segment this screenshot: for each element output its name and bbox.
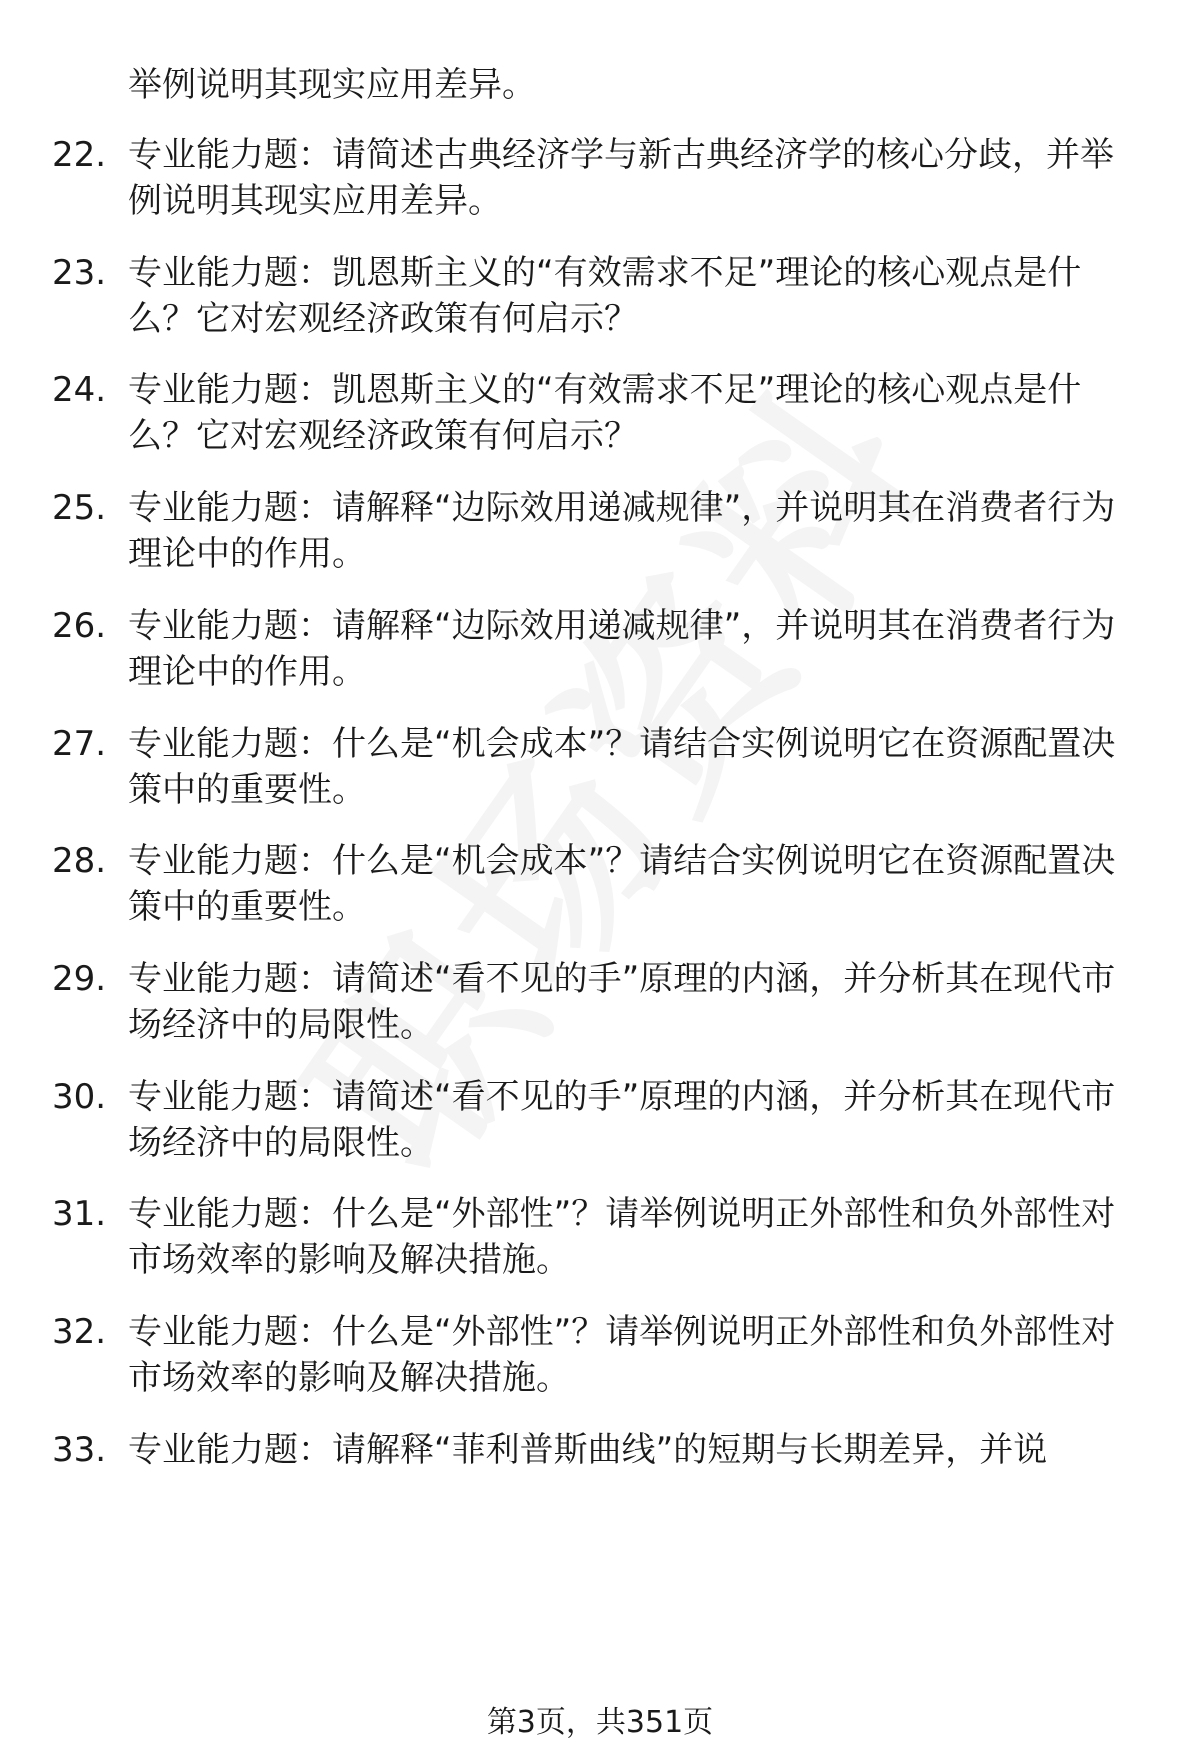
- question-number: 24.: [52, 370, 107, 410]
- question-text: 专业能力题：请简述古典经济学与新古典经济学的核心分歧，并举例说明其现实应用差异。: [128, 135, 1114, 221]
- question-number: 27.: [52, 724, 107, 764]
- question-number: 29.: [52, 959, 107, 999]
- question-number: 26.: [52, 606, 107, 646]
- continuation-text: 举例说明其现实应用差异。: [128, 65, 536, 105]
- question-text: 专业能力题：什么是“外部性”？请举例说明正外部性和负外部性对市场效率的影响及解决措施。: [128, 1312, 1116, 1398]
- page-footer: 第3页，共351页: [486, 1705, 714, 1740]
- question-text: 专业能力题：请解释“边际效用递减规律”，并说明其在消费者行为理论中的作用。: [128, 606, 1116, 692]
- question-text: 专业能力题：凯恩斯主义的“有效需求不足”理论的核心观点是什么？它对宏观经济政策有何启示？: [128, 370, 1082, 456]
- question-text: 专业能力题：请简述“看不见的手”原理的内涵，并分析其在现代市场经济中的局限性。: [128, 1077, 1116, 1163]
- question-text: 专业能力题：什么是“机会成本”？请结合实例说明它在资源配置决策中的重要性。: [128, 724, 1116, 810]
- question-text: 专业能力题：请解释“菲利普斯曲线”的短期与长期差异，并说: [128, 1430, 1048, 1470]
- question-text: 专业能力题：什么是“外部性”？请举例说明正外部性和负外部性对市场效率的影响及解决措施。: [128, 1194, 1116, 1280]
- question-number: 33.: [52, 1430, 107, 1470]
- question-text: 专业能力题：请解释“边际效用递减规律”，并说明其在消费者行为理论中的作用。: [128, 488, 1116, 574]
- question-text: 专业能力题：凯恩斯主义的“有效需求不足”理论的核心观点是什么？它对宏观经济政策有何启示？: [128, 253, 1082, 339]
- question-number: 28.: [52, 841, 107, 881]
- question-text: 专业能力题：什么是“机会成本”？请结合实例说明它在资源配置决策中的重要性。: [128, 841, 1116, 927]
- question-number: 25.: [52, 488, 107, 528]
- question-number: 23.: [52, 253, 107, 293]
- question-number: 32.: [52, 1312, 107, 1352]
- question-number: 31.: [52, 1194, 107, 1234]
- question-number: 22.: [52, 135, 107, 175]
- question-number: 30.: [52, 1077, 107, 1117]
- question-text: 专业能力题：请简述“看不见的手”原理的内涵，并分析其在现代市场经济中的局限性。: [128, 959, 1116, 1045]
